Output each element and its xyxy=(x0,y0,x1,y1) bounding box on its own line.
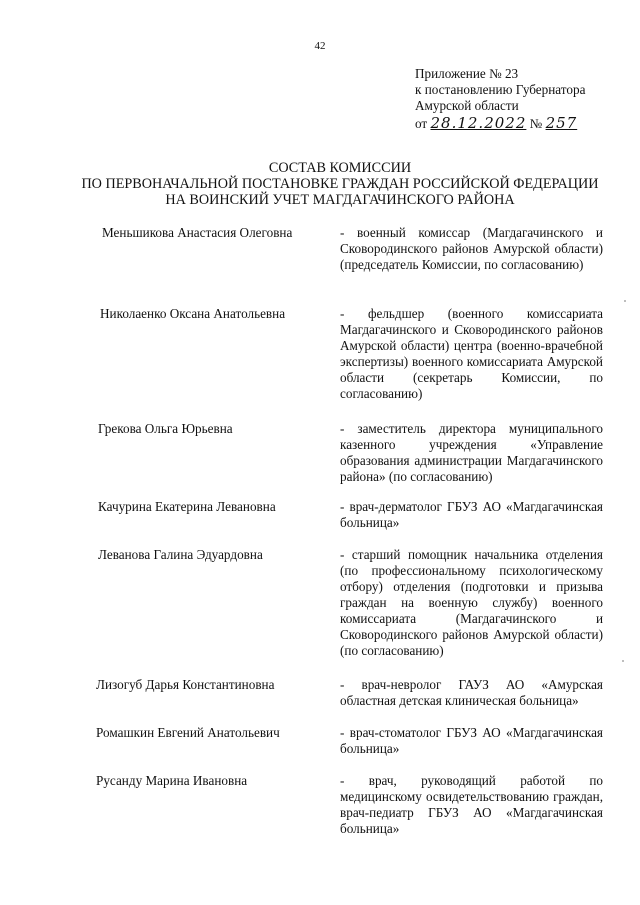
appendix-line-1: Приложение № 23 xyxy=(415,66,519,81)
member-role: - старший помощник начальника отделения (по профессиональному психологическому отбору) отделения (подготовки и призыва граждан на военную службу) военного комиссариата (Магдагачинского и Сковородинского районов Амурской области) (по согласованию) xyxy=(340,547,603,658)
member-name: Грекова Ольга Юрьевна xyxy=(98,421,233,436)
number-prefix: № xyxy=(529,115,543,131)
member-role: - врач-невролог ГАУЗ АО «Амурская областная детская клиническая больница» xyxy=(340,677,603,708)
member-role: - врач, руководящий работой по медицинскому освидетельствованию граждан, врач-педиатр ГБУЗ АО «Магдагачинская больница» xyxy=(340,773,603,836)
member-role: - военный комиссар (Магдагачинского и Сковородинского районов Амурской области) (председатель Комиссии, по согласованию) xyxy=(340,225,603,272)
date-prefix: от xyxy=(415,115,428,131)
appendix-date-line xyxy=(415,115,585,132)
date-handwritten: 28.12.2022 xyxy=(430,113,527,132)
title-line-2: ПО ПЕРВОНАЧАЛЬНОЙ ПОСТАНОВКЕ ГРАЖДАН РОССИЙСКОЙ ФЕДЕРАЦИИ xyxy=(81,176,599,193)
member-name: Лизогуб Дарья Константиновна xyxy=(96,677,275,692)
member-name: Меньшикова Анастасия Олеговна xyxy=(102,225,293,240)
document-title xyxy=(40,160,640,209)
member-name: Ромашкин Евгений Анатольевич xyxy=(96,725,280,740)
member-role: - врач-дерматолог ГБУЗ АО «Магдагачинская больница» xyxy=(340,499,603,530)
member-name: Качурина Екатерина Левановна xyxy=(98,499,276,514)
appendix-line-3: Амурской области xyxy=(415,98,519,114)
appendix-line-2: к постановлению Губернатора xyxy=(415,82,586,98)
number-handwritten: 257 xyxy=(545,113,578,132)
member-name: Николаенко Оксана Анатольевна xyxy=(100,306,286,321)
member-role: - заместитель директора муниципального казенного учреждения «Управление образования администрации Магдагачинского района» (по согласованию) xyxy=(340,421,603,484)
title-line-3: НА ВОИНСКИЙ УЧЕТ МАГДАГАЧИНСКОГО РАЙОНА xyxy=(165,192,515,209)
scan-speck xyxy=(622,660,624,662)
page-number: 42 xyxy=(314,40,326,52)
member-role: - врач-стоматолог ГБУЗ АО «Магдагачинская больница» xyxy=(340,725,603,756)
scan-speck xyxy=(624,300,626,302)
member-role: - фельдшер (военного комиссариата Магдагачинского и Сковородинского районов Амурской области) центра (военно-врачебной экспертизы) военного комиссариата Амурской области (секретарь Комиссии, по согласованию) xyxy=(340,306,603,401)
title-line-1: СОСТАВ КОМИССИИ xyxy=(268,160,412,176)
member-name: Леванова Галина Эдуардовна xyxy=(98,547,263,562)
member-name: Русанду Марина Ивановна xyxy=(96,773,248,788)
appendix-block xyxy=(415,66,585,132)
